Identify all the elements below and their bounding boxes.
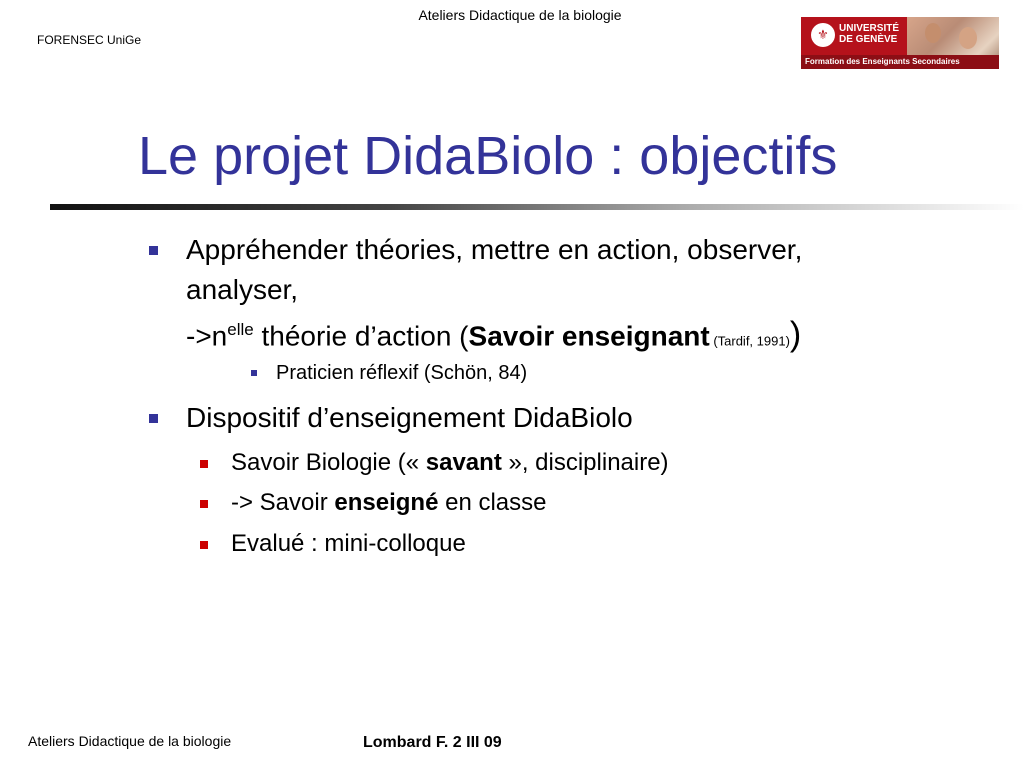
- header-course-title: Ateliers Didactique de la biologie: [418, 7, 622, 23]
- logo-strip-text: Formation des Enseignants Secondaires: [801, 55, 999, 69]
- bullet-2-item-2: -> Savoir enseigné en classe: [231, 486, 546, 520]
- slide-title: Le projet DidaBiolo : objectifs: [138, 126, 838, 186]
- footer-author-date: Lombard F. 2 III 09: [363, 734, 502, 751]
- bullet-square-icon: [200, 500, 208, 508]
- logo-university-name: UNIVERSITÉ DE GENÈVE: [839, 23, 900, 45]
- header-org-label: FORENSEC UniGe: [37, 33, 142, 47]
- bullet-1-line-1: Appréhender théories, mettre en action, observer,: [186, 234, 803, 265]
- unige-crest-icon: ⚜: [811, 23, 835, 47]
- bullet-2-item-3: Evalué : mini-colloque: [231, 527, 466, 561]
- bullet-1-sub-text: Praticien réflexif (Schön, 84): [276, 362, 528, 384]
- bullet-1-line-2: analyser,: [186, 274, 299, 305]
- title-divider: [50, 204, 1024, 210]
- bullet-square-icon: [149, 414, 158, 423]
- bullet-2-text: Dispositif d’enseignement DidaBiolo: [186, 402, 633, 433]
- bullet-square-icon: [149, 246, 158, 255]
- bullet-2-item-1: Savoir Biologie (« savant », disciplinaire): [231, 446, 669, 480]
- unige-logo: [801, 17, 999, 69]
- bullet-1: [186, 230, 802, 361]
- bullet-2: [186, 398, 633, 438]
- bullet-square-icon: [251, 370, 257, 376]
- bullet-1-line-3: $->n^{elle}$ théorie d’action (Savoir enseignant (Tardif, 1991)): [186, 315, 802, 354]
- footer-course-title: Ateliers Didactique de la biologie: [28, 733, 232, 749]
- bullet-square-icon: [200, 541, 208, 549]
- bullet-1-sub: [276, 360, 527, 386]
- bullet-square-icon: [200, 460, 208, 468]
